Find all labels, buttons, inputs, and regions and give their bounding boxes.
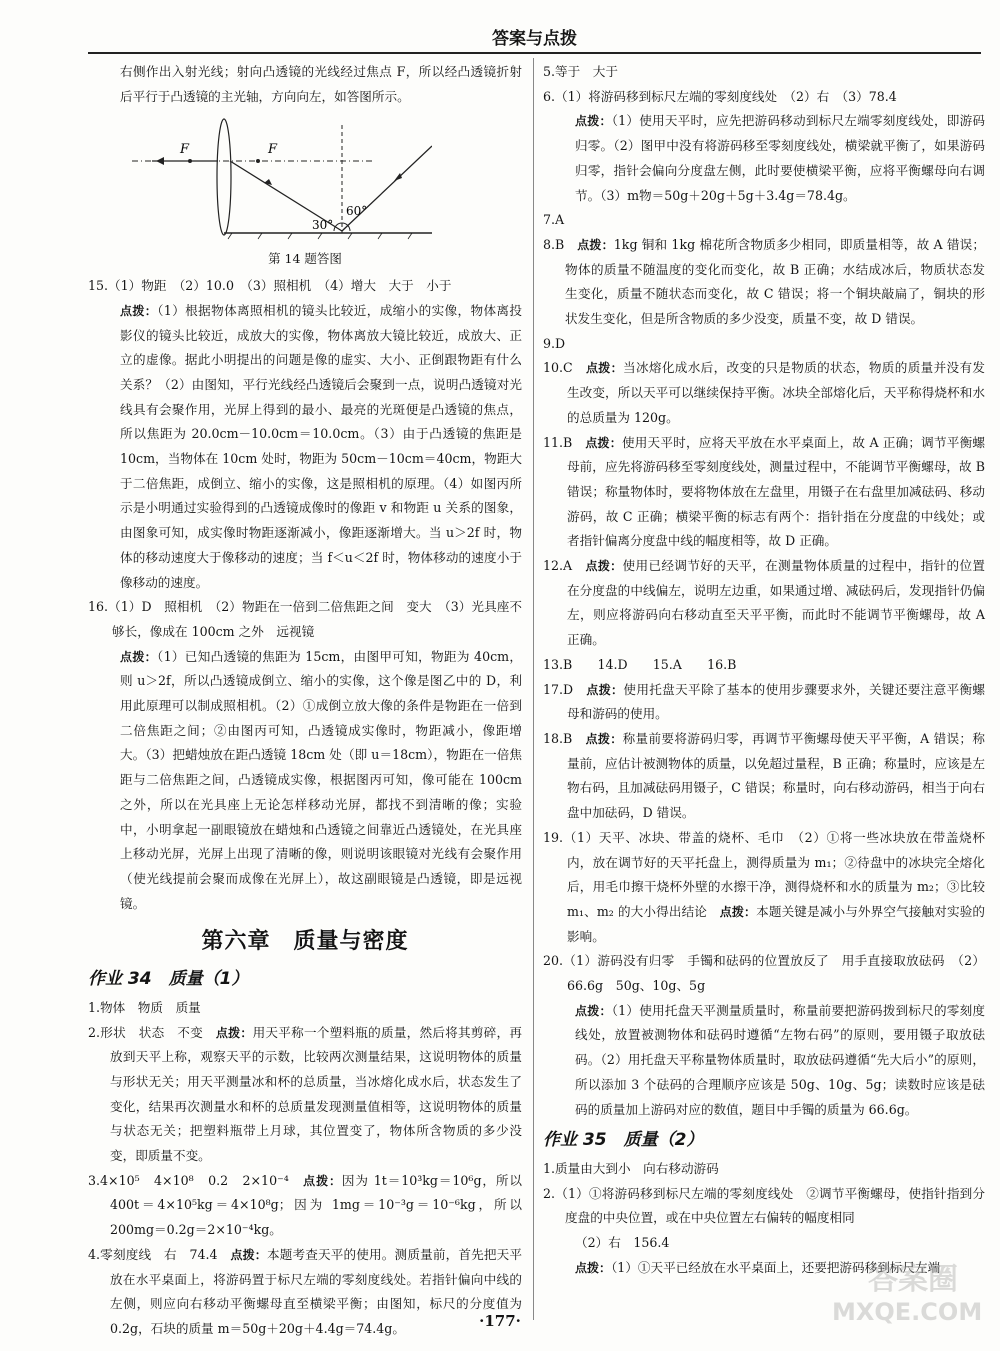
column-divider <box>533 58 534 1320</box>
tip-label: 点拨： <box>577 237 614 252</box>
q9: 9.D <box>543 335 566 351</box>
q10-answer: 10.C <box>543 360 586 376</box>
angle-60-label: 60° <box>346 204 368 219</box>
page-header: 答案与点拨 <box>492 29 577 49</box>
q14-answer-figure <box>132 111 432 243</box>
hw34-q4-tip: 本题考查天平的使用。测质量前，首先把天平放在水平桌面上，将游码置于标尺左端的零刻度线处。若指针偏向中线的左侧，则应向右移动平衡螺母直至横梁平衡；由图知，标尺的分度值为 0.2g，石块的质量 m＝50g＋20g＋4.4g＝74.4g。 <box>110 1246 522 1336</box>
tip-label: 点拨： <box>575 1003 612 1018</box>
q15-tip <box>88 299 522 595</box>
hw34-q3 <box>88 1169 522 1243</box>
hw34-q2-answer: 2.形状 状态 不变 <box>88 1024 216 1040</box>
q14-intro: 右侧作出入射光线；射向凸透镜的光线经过焦点 F，所以经凸透镜折射后平行于凸透镜的主光轴，方向向左，如答图所示。 <box>120 64 522 104</box>
tip-label: 点拨： <box>585 559 623 574</box>
hw35-q2b: （2）右 156.4 <box>575 1235 670 1251</box>
tip-label: 点拨： <box>575 114 612 129</box>
hw35-tip-text: （1）①天平已经放在水平桌面上，还要把游码移到标尺左端 <box>611 1259 941 1275</box>
q20-answer: 20.（1）游码没有归零 手镯和砝码的位置放反了 用手直接取放砝码 （2）66.6g 50g、10g、5g <box>543 953 985 994</box>
tip-label: 点拨： <box>585 361 623 376</box>
q6-tip-text: （1）使用天平时，应先把游码移动到标尺左端零刻度线处，即游码归零。（2）图甲中没有将游码移至零刻度线处，横梁就平衡了，如果游码归零，指针会偏向分度盘左侧，此时要使横梁平衡，应将平衡螺母向右调节。（3）m物＝50g＋20g＋5g＋3.4g＝78.4g。 <box>575 113 985 203</box>
watermark-bottom: MXQE.COM <box>832 1298 983 1326</box>
tip-label: 点拨： <box>215 1025 253 1040</box>
tip-label: 点拨： <box>585 731 623 746</box>
q12-tip-text: 使用已经调节好的天平，在测量物体质量的过程中，指针的位置在分度盘的中线偏左，说明左边重，如果通过增、减砝码后，发现指针仍偏左，则应将游码向右移动直至天平平衡，而此时不能调节平衡螺母，故 A 正确。 <box>567 558 985 648</box>
q11-answer: 11.B <box>543 434 586 450</box>
tip-label: 点拨： <box>303 1173 342 1188</box>
homework-34-heading: 作业 34 质量（1） <box>88 969 249 990</box>
q12 <box>543 554 985 653</box>
label-f-left: F <box>180 142 190 158</box>
tip-label: 点拨： <box>120 649 157 664</box>
q5: 5.等于 大于 <box>543 64 618 79</box>
watermark-top: 答案圈 <box>868 1262 958 1297</box>
angle-30-label: 30° <box>312 218 334 233</box>
hw34-q2-tip: 用天平称一个塑料瓶的质量，然后将其剪碎，再放到天平上称，观察天平的示数，比较两次测量结果，这说明物体的质量与形状无关；用天平测量冰和杯的总质量，当冰熔化成水后，状态发生了变化，结果再次测量水和杯的总质量发现测量值相等，这说明物体的质量与状态无关；把塑料瓶带上月球，其位置变了，物体所含物质的多少没变，即质量不变。 <box>110 1024 522 1164</box>
page-number: ·177· <box>479 1312 521 1330</box>
label-f-mid: F <box>268 142 278 158</box>
q20-tip-text: （1）使用托盘天平测量质量时，称量前要把游码拨到标尺的零刻度线处，放置被测物体和砝码时遵循“左物右码”的原则，要用镊子取放砝码。（2）用托盘天平称量物体质量时，取放砝码遵循“先大后小”的原则，所以添加 3 个砝码的合理顺序应该是 50g、10g、5g；读数时应该是砝码的质量加上游码对应的数值，题目中手镯的质量为 66.6g。 <box>575 1002 985 1117</box>
watermark-logo <box>828 1254 988 1340</box>
lens-diagram <box>132 111 432 243</box>
tip-label: 点拨： <box>120 303 158 318</box>
q17-tip-text: 使用托盘天平除了基本的使用步骤要求外，关键还要注意平衡螺母和游码的使用。 <box>567 681 985 722</box>
hw35-q2: 2.（1）①将游码移到标尺左端的零刻度线处 ②调节平衡螺母，使指针指到分度盘的中央位置，或在中央位置左右偏转的幅度相同 <box>543 1185 985 1226</box>
q11 <box>543 431 985 555</box>
q8 <box>543 233 985 332</box>
q15-answer: 15.（1）物距 （2）10.0 （3）照相机 （4）增大 大于 小于 <box>88 278 452 294</box>
q18-tip-text: 称量前要将游码归零，再调节平衡螺母使天平平衡，A 错误；称量前，应估计被测物体的质量，以免超过量程，B 正确；称量时，应该是左物右码，且加减砝码用镊子，C 错误；称量时，向右移动游码，相当于向右盘中加砝码，D 错误。 <box>567 730 985 821</box>
q7: 7.A <box>543 212 565 228</box>
q17 <box>543 678 985 727</box>
q18-answer: 18.B <box>543 730 586 746</box>
q10-tip-text: 当冰熔化成水后，改变的只是物质的状态，物质的质量并没有发生改变，所以天平可以继续保持平衡。冰块全部熔化后，天平称得烧杯和水的总质量为 120g。 <box>567 360 985 425</box>
q15-tip-text: （1）根据物体离照相机的镜头比较近，成缩小的实像，物体离投影仪的镜头比较近，成放大的实像，物体离放大镜比较近，成放大、正立的虚像。据此小明提出的问题是像的虚实、大小、正倒跟物距有什么关系？（2）由图知，平行光线经凸透镜后会聚到一点，说明凸透镜对光线具有会聚作用，光屏上得到的最小、最亮的光斑便是凸透镜的焦点，所以焦距为 20.0cm－10.0cm＝10.0cm。（3）由于凸透镜的焦距是 10cm，当物体在 10cm 处时，物距为 50cm－10cm＝40cm，物距大于二倍焦距，成倒立、缩小的实像，这是照相机的原理。（4）如图丙所示是小明通过实验得到的凸透镜成像时的像距 v 和物距 u 关系的图象，由图象可知，成实像时物距逐渐减小，像距逐渐增大。当 u＞2f 时，物体的移动速度大于像移动的速度；当 f＜u＜2f 时，物体移动的速度小于像移动的速度。 <box>120 302 522 590</box>
q11-tip-text: 使用天平时，应将天平放在水平桌面上，故 A 正确；调节平衡螺母前，应先将游码移至零刻度线处，测量过程中，不能调节平衡螺母，故 B 错误；称量物体时，要将物体放在左盘里，用镊子在右盘里加减砝码、移动游码，故 C 正确；横梁平衡的标志有两个：指针指在分度盘的中线处；或者指针偏离分度盘中线的幅度相等，故 D 正确。 <box>567 434 985 549</box>
hw34-q3-tip: 因为 1t＝10³kg＝10⁶g，所以 400t＝4×10⁵kg＝4×10⁸g；因为 1mg＝10⁻³g＝10⁻⁶kg，所以 200mg＝0.2g＝2×10⁻⁴kg。 <box>110 1172 522 1238</box>
tip-label: 点拨： <box>586 682 624 697</box>
header-rule <box>88 52 981 54</box>
q13-16: 13.B 14.D 15.A 16.B <box>543 656 737 672</box>
hw34-q4-answer: 4.零刻度线 右 74.4 <box>88 1246 231 1262</box>
q18 <box>543 727 985 826</box>
q12-answer: 12.A <box>543 558 586 574</box>
homework-35-heading: 作业 35 质量（2） <box>543 1130 704 1151</box>
q19 <box>543 826 985 950</box>
tip-label: 点拨： <box>585 435 622 450</box>
tip-label: 点拨： <box>575 1260 612 1275</box>
q17-answer: 17.D <box>543 681 587 697</box>
hw34-q2 <box>88 1021 522 1169</box>
q6-tip <box>543 109 985 208</box>
q19-tip-text: 本题关键是减小与外界空气接触对实验的影响。 <box>567 903 986 944</box>
q10 <box>543 356 985 430</box>
figure-caption: 第 14 题答图 <box>268 251 342 267</box>
q8-answer: 8.B <box>543 236 578 252</box>
hw34-q1: 1.物体 物质 质量 <box>88 999 201 1015</box>
q16-tip-text: （1）已知凸透镜的焦距为 15cm，由图甲可知，物距为 40cm，则 u＞2f，所以凸透镜成倒立、缩小的实像，这个像是图乙中的 D，利用此原理可以制成照相机。（2）①成倒立放大像的条件是物距在一倍到二倍焦距之间；②由图丙可知，凸透镜成实像时，物距减小，像距增大。（3）把蜡烛放在距凸透镜 18cm 处（即 u＝18cm），物距在一倍焦距与二倍焦距之间，凸透镜成实像，根据图丙可知，像可能在 100cm 之外，所以在光具座上无论怎样移动光屏，都找不到清晰的像；实验中，小明拿起一副眼镜放在蜡烛和凸透镜之间靠近凸透镜处，在光具座上移动光屏，光屏上出现了清晰的像，则说明该眼镜对光线有会聚作用（使光线提前会聚而成像在光屏上），故这副眼镜是凸透镜，即是远视镜。 <box>120 648 522 911</box>
left-column <box>88 60 522 1342</box>
q20-tip <box>543 999 985 1123</box>
hw35-q1: 1.质量由大到小 向右移动游码 <box>543 1160 719 1176</box>
chapter-title: 第六章 质量与密度 <box>201 929 409 955</box>
tip-label: 点拨： <box>230 1247 267 1262</box>
right-column <box>543 60 985 1280</box>
hw34-q3-answer: 3.4×10⁵ 4×10⁸ 0.2 2×10⁻⁴ <box>88 1172 304 1188</box>
q8-tip-text: 1kg 铜和 1kg 棉花所含物质多少相同，即质量相等，故 A 错误；物体的质量不随温度的变化而变化，故 B 正确；水结成冰后，物质状态发生变化，质量不随状态而变化，故 C 错误；将一个铜块敲扁了，铜块的形状发生变化，但是所含物质的多少没变，质量不变，故 D 错误。 <box>565 236 985 327</box>
q19-answer: 19.（1）天平、冰块、带盖的烧杯、毛巾 （2）①将一些冰块放在带盖烧杯内，放在调节好的天平托盘上，测得质量为 m₁；②待盘中的冰块完全熔化后，用毛巾擦干烧杯外壁的水擦干净，测得烧杯和水的质量为 m₂；③比较 m₁、m₂ 的大小得出结论 <box>543 829 985 919</box>
tip-label: 点拨： <box>719 904 757 919</box>
q6-answer: 6.（1）将游码移到标尺左端的零刻度线处 （2）右 （3）78.4 <box>543 88 897 104</box>
q16-tip <box>88 645 522 917</box>
q16-answer: 16.（1）D 照相机 （2）物距在一倍到二倍焦距之间 变大 （3）光具座不够长，像成在 100cm 之外 远视镜 <box>88 599 522 639</box>
